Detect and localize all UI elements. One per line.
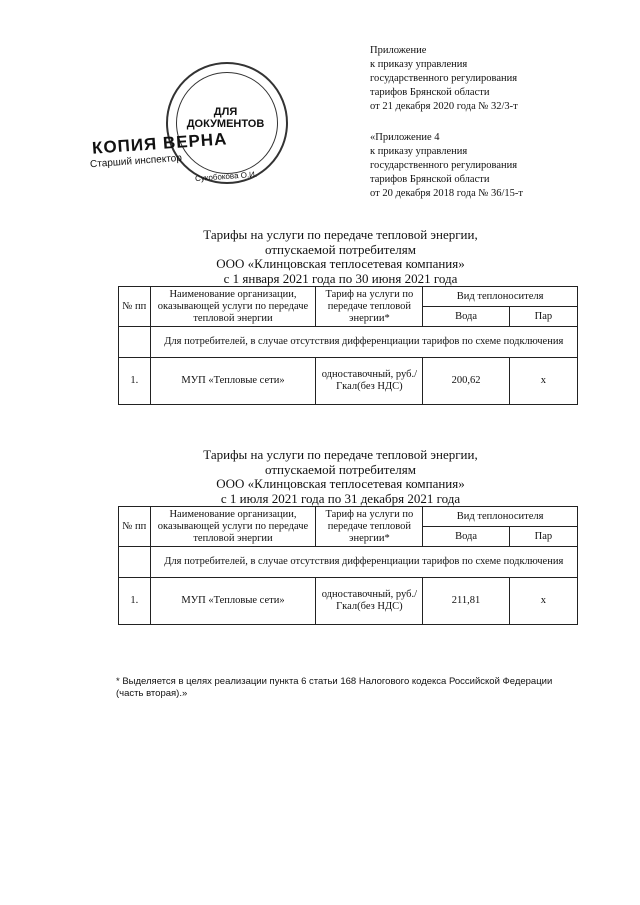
- group-label: Для потребителей, в случае отсутствия дифференциации тарифов по схеме подключения: [150, 547, 577, 578]
- header-num: № пп: [119, 287, 151, 327]
- block-title: Тарифы на услуги по передаче тепловой энергии, отпускаемой потребителям ООО «Клинцовская теплосетевая компания» с 1 июля 2021 года по 31 декабря 2021 года: [203, 447, 478, 506]
- header-carrier: Вид теплоносителя: [423, 287, 578, 307]
- appendix-header-1: [370, 44, 518, 114]
- header-carrier: Вид теплоносителя: [423, 507, 578, 527]
- table-row: [119, 358, 578, 405]
- appendix-header-2: [370, 131, 523, 201]
- appendix-line: тарифов Брянской области: [370, 87, 490, 98]
- cell-steam: х: [509, 578, 577, 625]
- header-org: Наименование организации, оказывающей услуги по передаче тепловой энергии: [150, 507, 316, 547]
- table-row: [119, 578, 578, 625]
- cell-org: МУП «Тепловые сети»: [150, 358, 316, 405]
- cell-water: 211,81: [423, 578, 510, 625]
- tariff-table: [118, 506, 578, 625]
- header-num: № пп: [119, 507, 151, 547]
- appendix-line: Приложение: [370, 45, 427, 56]
- appendix-line: от 21 декабря 2020 года № 32/3-т: [370, 101, 518, 112]
- header-org: Наименование организации, оказывающей услуги по передаче тепловой энергии: [150, 287, 316, 327]
- appendix-line: «Приложение 4: [370, 132, 440, 143]
- cell-water: 200,62: [423, 358, 510, 405]
- table-group-row: [119, 327, 578, 358]
- block-title: Тарифы на услуги по передаче тепловой энергии, отпускаемой потребителям ООО «Клинцовская теплосетевая компания» с 1 января 2021 года по 30 июня 2021 года: [203, 227, 478, 286]
- table-header-row: [119, 287, 578, 307]
- appendix-line: от 20 декабря 2018 года № 36/15-т: [370, 188, 523, 199]
- group-label: Для потребителей, в случае отсутствия дифференциации тарифов по схеме подключения: [150, 327, 577, 358]
- table-group-row: [119, 547, 578, 578]
- tariff-table: [118, 286, 578, 405]
- appendix-line: к приказу управления: [370, 146, 468, 157]
- header-tariff: Тариф на услуги по передаче тепловой энергии*: [316, 507, 423, 547]
- header-tariff: Тариф на услуги по передаче тепловой энергии*: [316, 287, 423, 327]
- cell-num: 1.: [119, 358, 151, 405]
- header-steam: Пар: [509, 527, 577, 547]
- tariff-block-1: [118, 228, 578, 405]
- table-header-row: [119, 507, 578, 527]
- copy-verified-text: КОПИЯ ВЕРНА: [91, 129, 228, 158]
- cell-tariff: одноставочный, руб./Гкал(без НДС): [316, 358, 423, 405]
- cell-tariff: одноставочный, руб./Гкал(без НДС): [316, 578, 423, 625]
- tariff-block-2: [118, 448, 578, 625]
- stamp-signature: Сукобокова О.И.: [194, 169, 258, 184]
- appendix-line: тарифов Брянской области: [370, 174, 490, 185]
- header-water: Вода: [423, 527, 510, 547]
- appendix-line: государственного регулирования: [370, 160, 518, 171]
- header-steam: Пар: [509, 307, 577, 327]
- seal-center-text: ДЛЯ ДОКУМЕНТОВ: [186, 106, 265, 130]
- appendix-line: к приказу управления: [370, 59, 468, 70]
- cell-num: 1.: [119, 578, 151, 625]
- appendix-line: государственного регулирования: [370, 73, 518, 84]
- cell-org: МУП «Тепловые сети»: [150, 578, 316, 625]
- copy-stamp: [88, 62, 388, 197]
- cell-steam: х: [509, 358, 577, 405]
- header-water: Вода: [423, 307, 510, 327]
- footnote: * Выделяется в целях реализации пункта 6 статьи 168 Налогового кодекса Российской Федерации (часть вторая).»: [116, 676, 553, 699]
- stamp-position: Старший инспектор: [89, 152, 183, 171]
